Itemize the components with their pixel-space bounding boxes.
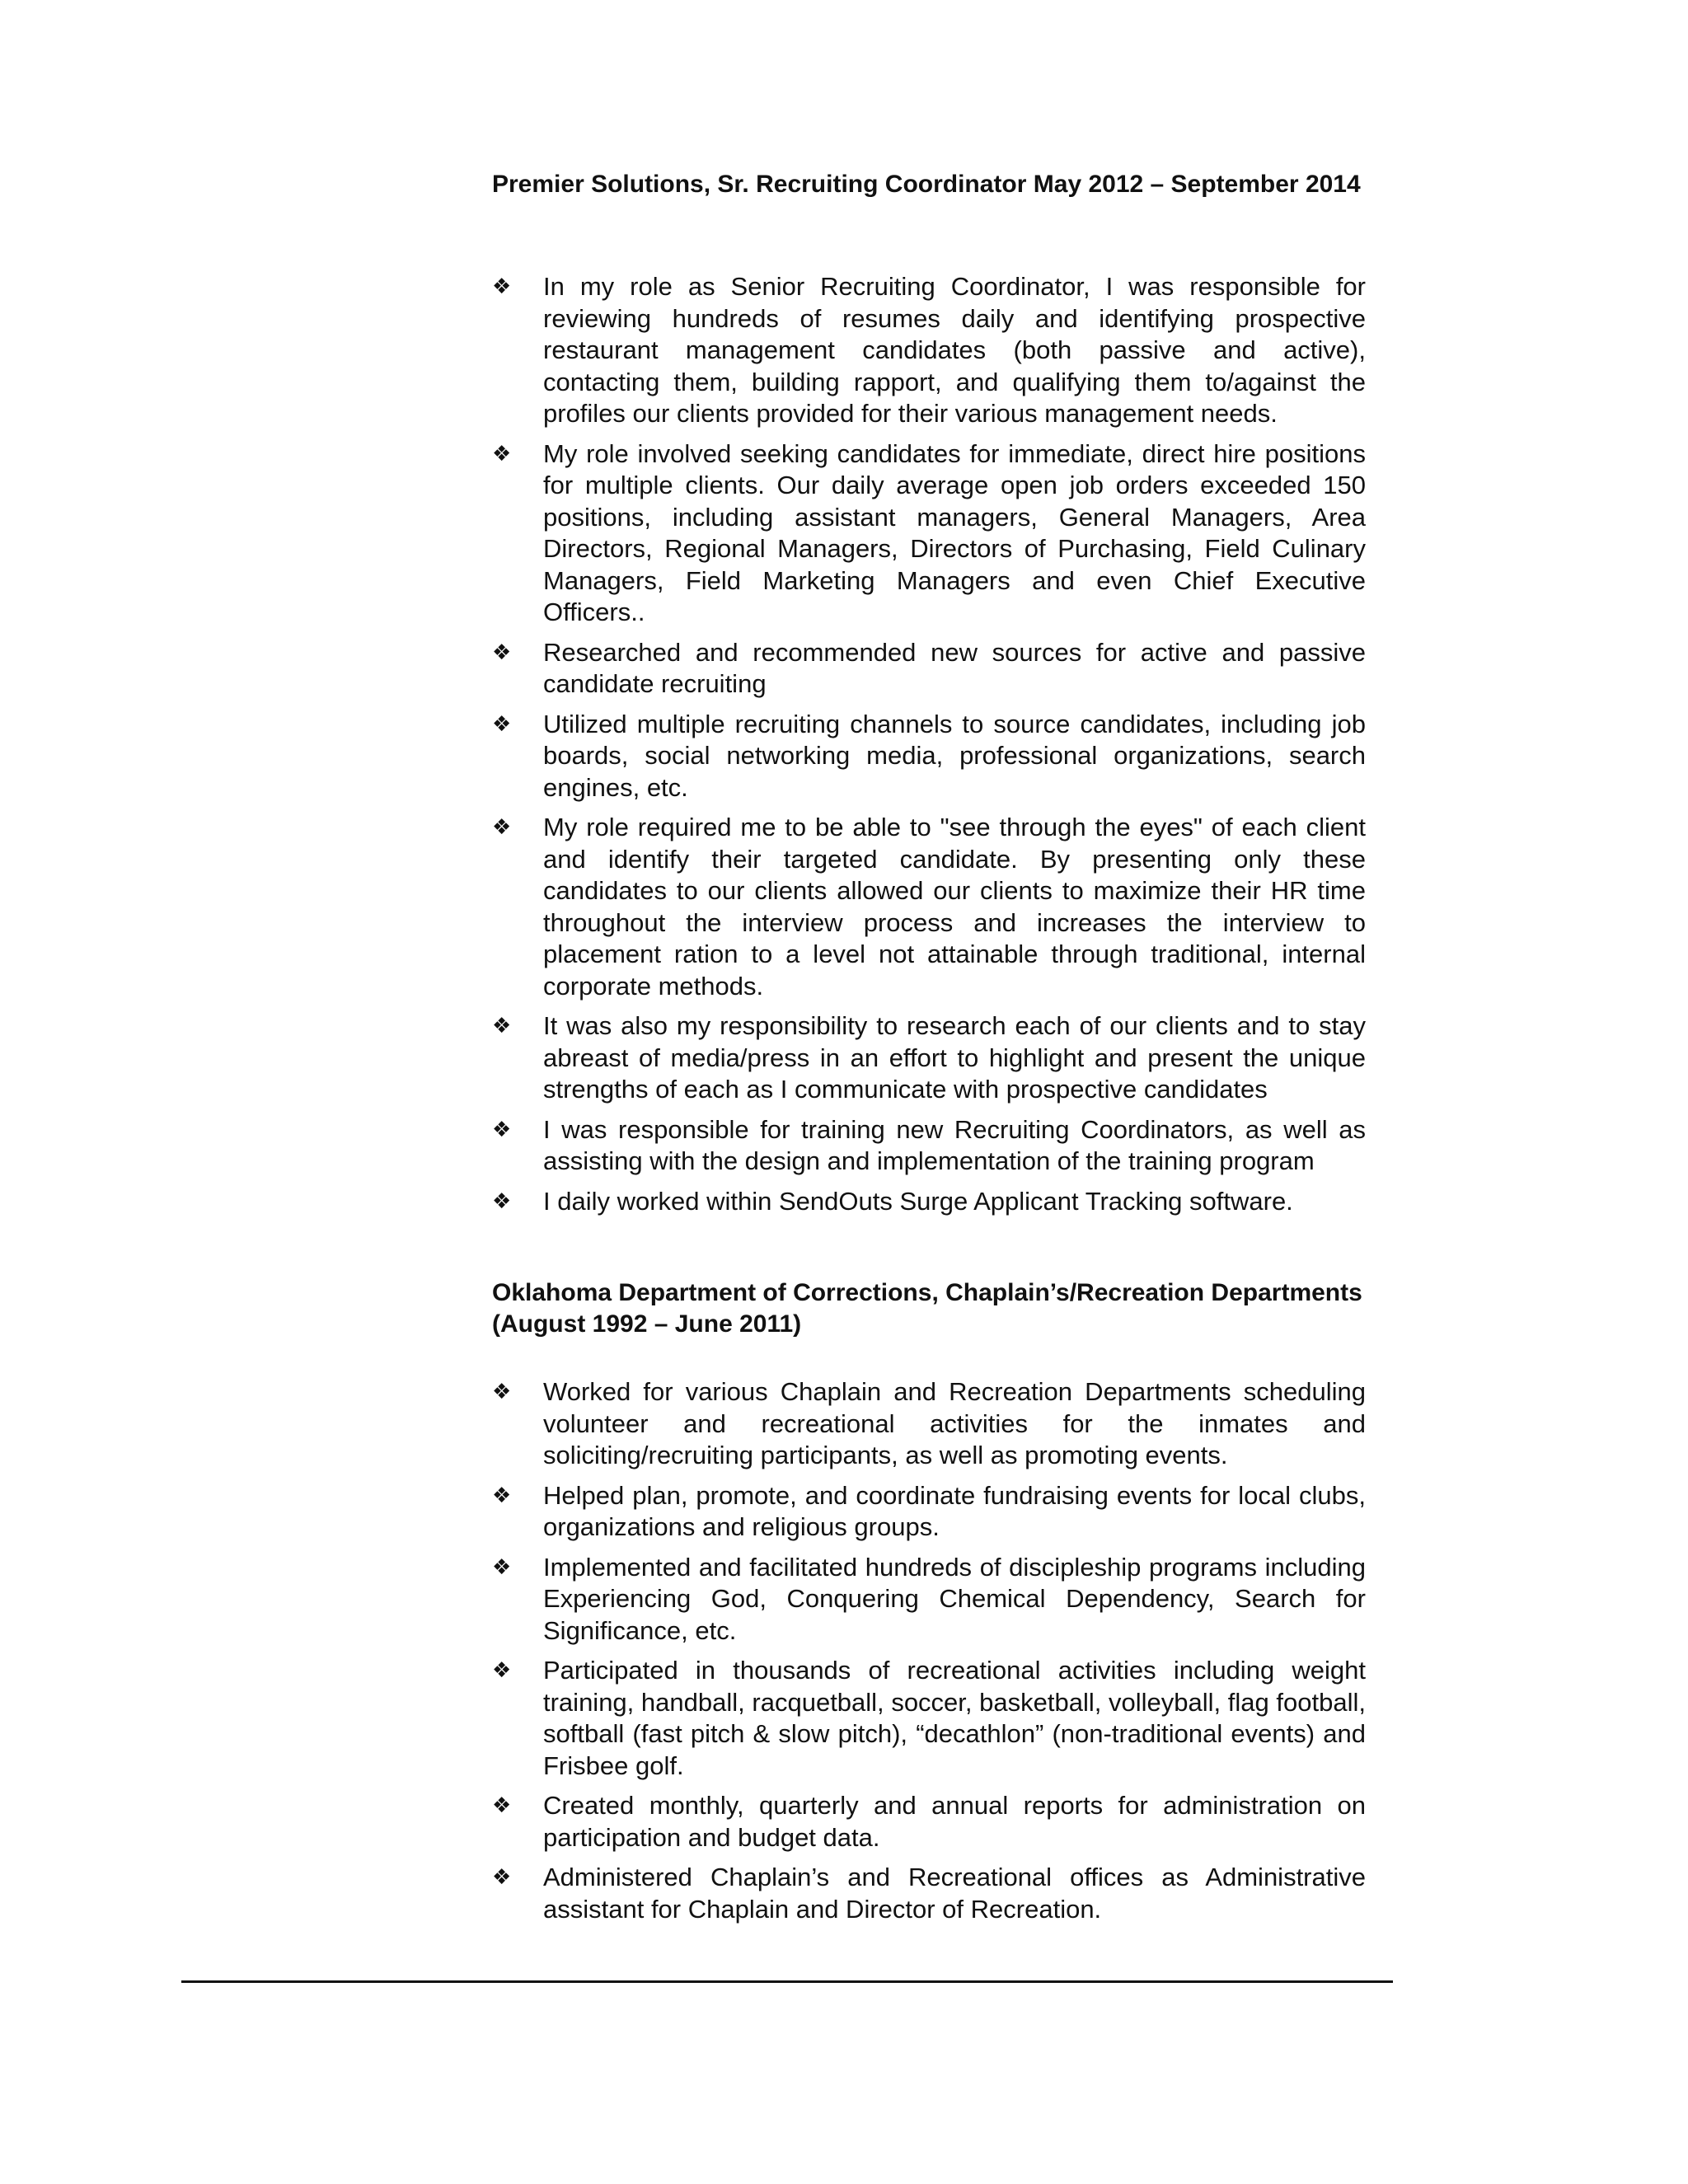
bullet-text: Helped plan, promote, and coordinate fundraising events for local clubs, organizations and religious groups. xyxy=(543,1480,1366,1541)
list-item xyxy=(492,1480,1366,1544)
section-title-oklahoma-corrections: Oklahoma Department of Corrections, Chaplain’s/Recreation Departments (August 1992 – June 2011) xyxy=(492,1279,1362,1338)
list-item xyxy=(492,1862,1366,1925)
list-item xyxy=(492,1186,1366,1218)
four-diamond-bullet-icon: ❖ xyxy=(492,1483,512,1508)
list-item xyxy=(492,1552,1366,1647)
list-item xyxy=(492,1790,1366,1854)
list-item xyxy=(492,709,1366,804)
bullet-text: In my role as Senior Recruiting Coordinator, I was responsible for reviewing hundreds of resumes daily and identifying prospective restaurant management candidates (both passive and active), contacting them, building rapport, and qualifying them to/against the profiles our clients provided for their various management needs. xyxy=(543,272,1366,428)
bullet-text: Created monthly, quarterly and annual reports for administration on participation and budget data. xyxy=(543,1791,1366,1852)
bullet-text: I was responsible for training new Recruiting Coordinators, as well as assisting with the design and implementation of the training program xyxy=(543,1114,1366,1175)
four-diamond-bullet-icon: ❖ xyxy=(492,1865,512,1890)
list-item xyxy=(492,438,1366,629)
four-diamond-bullet-icon: ❖ xyxy=(492,1380,512,1404)
list-item xyxy=(492,1655,1366,1782)
bullet-text: Administered Chaplain’s and Recreational offices as Administrative assistant for Chaplain and Director of Recreation. xyxy=(543,1863,1366,1924)
footer-divider-line xyxy=(181,1980,1393,1983)
list-item xyxy=(492,1010,1366,1106)
four-diamond-bullet-icon: ❖ xyxy=(492,1117,512,1142)
four-diamond-bullet-icon: ❖ xyxy=(492,1658,512,1683)
bullet-text: It was also my responsibility to research each of our clients and to stay abreast of media/press in an effort to highlight and present the unique strengths of each as I communicate with prospective candidates xyxy=(543,1011,1366,1104)
four-diamond-bullet-icon: ❖ xyxy=(492,1793,512,1818)
list-item xyxy=(492,637,1366,701)
four-diamond-bullet-icon: ❖ xyxy=(492,815,512,840)
list-item xyxy=(492,1376,1366,1472)
four-diamond-bullet-icon: ❖ xyxy=(492,441,512,466)
bullet-text: Worked for various Chaplain and Recreation Departments scheduling volunteer and recreational activities for the inmates and soliciting/recruiting participants, as well as promoting events. xyxy=(543,1377,1366,1469)
bullet-text: Researched and recommended new sources for active and passive candidate recruiting xyxy=(543,637,1366,698)
list-item xyxy=(492,1114,1366,1178)
four-diamond-bullet-icon: ❖ xyxy=(492,274,512,299)
bullet-text: Utilized multiple recruiting channels to source candidates, including job boards, social networking media, professional organizations, search engines, etc. xyxy=(543,709,1366,802)
bullet-text: I daily worked within SendOuts Surge Applicant Tracking software. xyxy=(543,1186,1293,1216)
four-diamond-bullet-icon: ❖ xyxy=(492,711,512,737)
four-diamond-bullet-icon: ❖ xyxy=(492,1554,512,1580)
bullet-text: Participated in thousands of recreational activities including weight training, handball, racquetball, soccer, basketball, volleyball, flag football, softball (fast pitch & slow pitch), “decathlon” (non-traditional events) and Frisbee golf. xyxy=(543,1656,1366,1780)
list-item xyxy=(492,812,1366,1002)
bullet-text: My role involved seeking candidates for immediate, direct hire positions for multiple clients. Our daily average open job orders exceeded 150 positions, including assistant managers, General Managers, Area Directors, Regional Managers, Directors of Purchasing, Field Culinary Managers, Field Marketing Managers and even Chief Executive Officers.. xyxy=(543,438,1366,626)
four-diamond-bullet-icon: ❖ xyxy=(492,1188,512,1214)
bullet-text: Implemented and facilitated hundreds of discipleship programs including Experiencing God, Conquering Chemical Dependency, Search for Significance, etc. xyxy=(543,1552,1366,1645)
bullet-text: My role required me to be able to "see through the eyes" of each client and identify their targeted candidate. By presenting only these candidates to our clients allowed our clients to maximize their HR time throughout the interview process and increases the interview to placement ration to a level not attainable through traditional, internal corporate methods. xyxy=(543,813,1366,1001)
bullet-list-premier-solutions xyxy=(492,271,1366,1226)
four-diamond-bullet-icon: ❖ xyxy=(492,640,512,665)
four-diamond-bullet-icon: ❖ xyxy=(492,1014,512,1038)
list-item xyxy=(492,271,1366,430)
section-title-premier-solutions: Premier Solutions, Sr. Recruiting Coordinator May 2012 – September 2014 xyxy=(492,171,1361,198)
bullet-list-oklahoma-corrections xyxy=(492,1376,1366,1933)
